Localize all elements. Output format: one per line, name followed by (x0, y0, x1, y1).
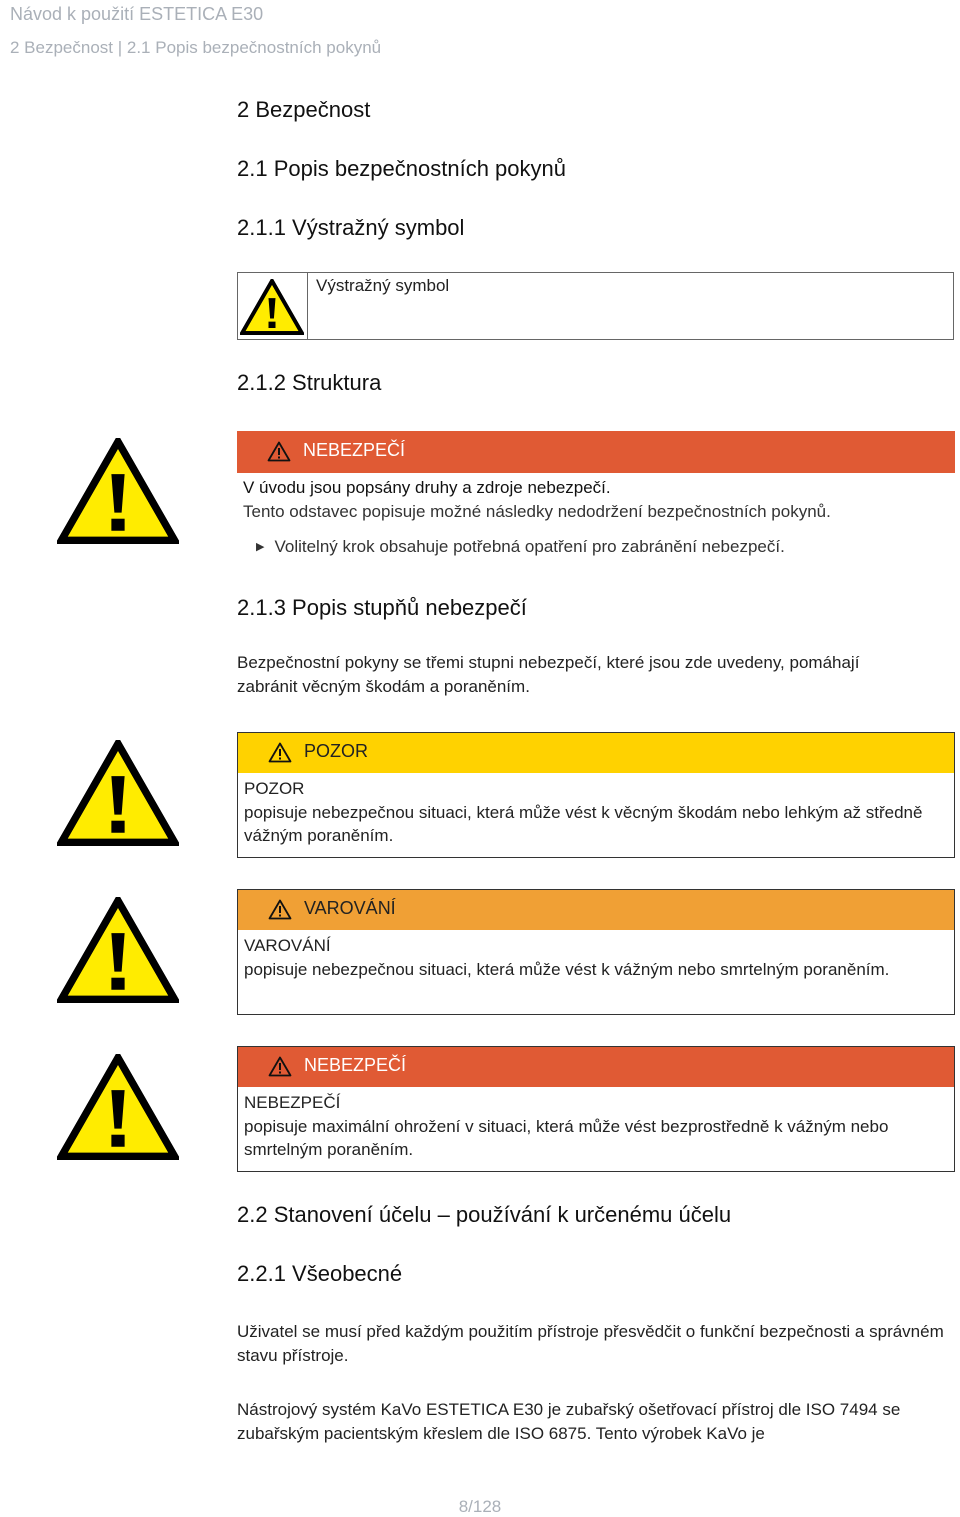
table-divider (307, 272, 308, 340)
level-box-caution-body (244, 777, 944, 848)
level-box-caution (237, 732, 955, 858)
level-box-warning-body (244, 934, 944, 981)
symbol-table-label: Výstražný symbol (316, 276, 450, 295)
warning-triangle-icon (57, 438, 179, 544)
structure-step-text: Volitelný krok obsahuje potřebná opatření pro zabránění nebezpečí. (274, 537, 785, 556)
levels-intro: Bezpečnostní pokyny se třemi stupni nebezpečí, které jsou zde uvedeny, pomáhají zabránit věcným škodám a poraněním. (237, 653, 860, 696)
heading-2-1-1: 2.1.1 Výstražný symbol (237, 215, 465, 240)
level-box-danger-label: NEBEZPEČÍ (304, 1055, 407, 1075)
heading-2-1: 2.1 Popis bezpečnostních pokynů (237, 156, 567, 181)
level-box-warning-header (238, 890, 954, 930)
heading-2-2: 2.2 Stanovení účelu – používání k určenému účelu (237, 1202, 732, 1227)
warning-small-icon (267, 441, 291, 462)
heading-2-1-2: 2.1.2 Struktura (237, 370, 382, 395)
heading-2-1-3: 2.1.3 Popis stupňů nebezpečí (237, 595, 527, 620)
level-box-danger-body (244, 1091, 944, 1162)
structure-step (256, 535, 785, 559)
level-box-danger-header (238, 1047, 954, 1087)
level-text: popisuje maximální ohrožení v situaci, která může vést bezprostředně k vážným nebo smrtelným poraněním. (244, 1116, 889, 1159)
warning-small-icon (268, 1056, 292, 1077)
level-text: popisuje nebezpečnou situaci, která může vést k věcným škodám nebo lehkým až středně vážným poraněním. (244, 802, 923, 845)
level-title: POZOR (244, 779, 305, 798)
level-title: VAROVÁNÍ (244, 936, 331, 955)
level-box-caution-label: POZOR (304, 741, 369, 761)
level-box-caution-header (238, 733, 954, 773)
warning-small-icon (268, 899, 292, 920)
warning-triangle-icon (57, 740, 179, 846)
arrow-right-icon: ▶ (256, 541, 265, 553)
warning-triangle-icon (57, 1054, 179, 1160)
level-box-warning-label: VAROVÁNÍ (304, 898, 396, 918)
structure-line-1: V úvodu jsou popsány druhy a zdroje nebezpečí. (243, 478, 611, 497)
structure-box-header (237, 431, 955, 473)
level-text: popisuje nebezpečnou situaci, která může vést k vážným nebo smrtelným poraněním. (244, 959, 890, 979)
structure-box-label: NEBEZPEČÍ (303, 440, 406, 460)
general-paragraph-1: Uživatel se musí před každým použitím přístroje přesvědčit o funkční bezpečnosti a správném stavu přístroje. (237, 1322, 944, 1365)
level-box-warning (237, 889, 955, 1015)
level-title: NEBEZPEČÍ (244, 1093, 341, 1112)
page-number: 8/128 (458, 1497, 502, 1516)
heading-2-2-1: 2.2.1 Všeobecné (237, 1261, 403, 1286)
structure-line-2: Tento odstavec popisuje možné následky nedodržení bezpečnostních pokynů. (243, 502, 831, 521)
breadcrumb: 2 Bezpečnost | 2.1 Popis bezpečnostních pokynů (10, 38, 382, 57)
level-box-danger (237, 1046, 955, 1172)
warning-small-icon (268, 742, 292, 763)
general-paragraph-2: Nástrojový systém KaVo ESTETICA E30 je zubařský ošetřovací přístroj dle ISO 7494 se zubařským pacientským křeslem dle ISO 6875. Tento výrobek KaVo je (237, 1400, 901, 1443)
warning-triangle-icon (57, 897, 179, 1003)
document-title: Návod k použití ESTETICA E30 (10, 4, 264, 24)
warning-triangle-icon (240, 279, 304, 335)
heading-2: 2 Bezpečnost (237, 97, 371, 122)
